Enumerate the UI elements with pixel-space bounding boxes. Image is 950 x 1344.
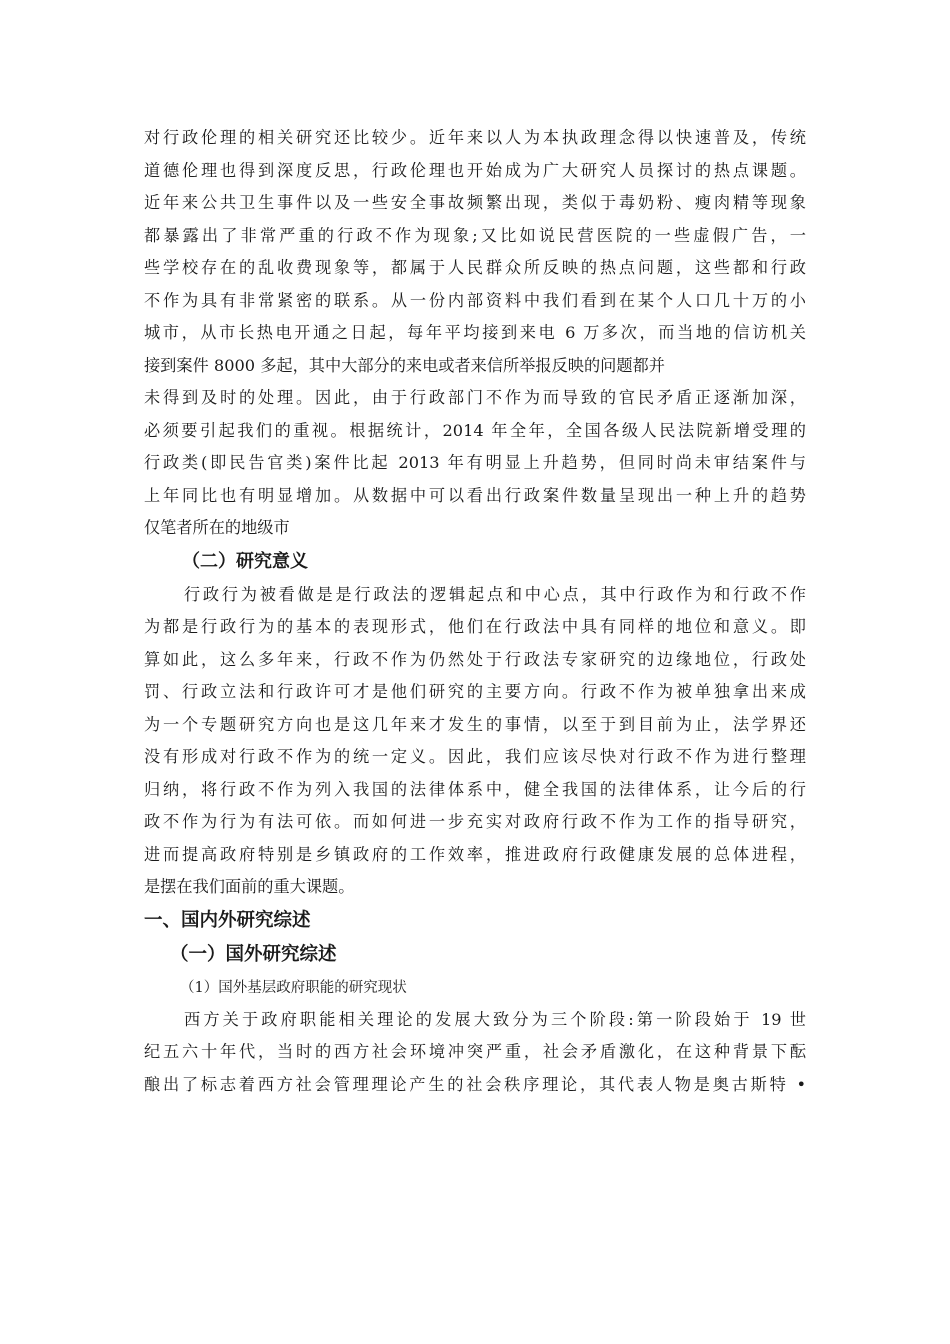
text-line: 算如此，这么多年来，行政不作为仍然处于行政法专家研究的边缘地位，行政处 [144,649,806,669]
text-line: 必须要引起我们的重视。根据统计，2014 年全年，全国各级人民法院新增受理的 [144,420,806,440]
text-line: 西方关于政府职能相关理论的发展大致分为三个阶段:第一阶段始于 19 世 [184,1009,806,1029]
paragraph-significance [144,579,806,904]
heading-foreign-subsection: （1）国外基层政府职能的研究现状 [180,979,407,996]
text-line: 城市，从市长热电开通之日起，每年平均接到来电 6 万多次，而当地的信访机关 [144,323,806,342]
text-line: 未得到及时的处理。因此，由于行政部门不作为而导致的官民矛盾正逐渐加深， [144,388,806,407]
text-line: 行政行为被看做是是行政法的逻辑起点和中心点，其中行政作为和行政不作 [184,584,806,604]
text-line: 酿出了标志着西方社会管理理论产生的社会秩序理论，其代表人物是奥古斯特 • [144,1074,806,1094]
text-line: 些学校存在的乱收费现象等，都属于人民群众所反映的热点问题，这些都和行政 [144,258,806,277]
text-line: 道德伦理也得到深度反思，行政伦理也开始成为广大研究人员探讨的热点课题。 [144,160,806,180]
text-line: 罚、行政立法和行政许可才是他们研究的主要方向。行政不作为被单独拿出来成 [144,682,806,701]
text-line: 进而提高政府特别是乡镇政府的工作效率，推进政府行政健康发展的总体进程， [144,844,806,864]
text-line: 纪五六十年代，当时的西方社会环境冲突严重，社会矛盾激化，在这种背景下酝 [144,1042,806,1061]
document-page [144,122,806,1101]
text-line: 都暴露出了非常严重的行政不作为现象;又比如说民营医院的一些虚假广告，一 [144,225,806,245]
text-line: 政不作为行为有法可依。而如何进一步充实对政府行政不作为工作的指导研究， [144,812,806,831]
paragraph-background [144,122,806,545]
text-line: 不作为具有非常紧密的联系。从一份内部资料中我们看到在某个人口几十万的小 [144,290,806,310]
heading-foreign-review: （一）国外研究综述 [170,943,337,965]
heading-research-significance: （二）研究意义 [182,550,308,572]
text-line: 近年来公共卫生事件以及一些安全事故频繁出现，类似于毒奶粉、瘦肉精等现象 [144,193,806,212]
text-line: 对行政伦理的相关研究还比较少。近年来以人为本执政理念得以快速普及，传统 [144,128,806,147]
text-line: 上年同比也有明显增加。从数据中可以看出行政案件数量呈现出一种上升的趋势 [144,485,806,505]
text-line: 行政类(即民告官类)案件比起 2013 年有明显上升趋势，但同时尚未审结案件与 [144,453,806,472]
text-line: 接到案件 8000 多起，其中大部分的来电或者来信所举报反映的问题都并 [144,355,665,375]
text-line: 归纳，将行政不作为列入我国的法律体系中，健全我国的法律体系，让今后的行 [144,779,806,799]
text-line: 为一个专题研究方向也是这几年来才发生的事情，以至于到目前为止，法学界还 [144,714,806,734]
text-line: 是摆在我们面前的重大课题。 [144,877,355,896]
paragraph-foreign-theory [144,1004,806,1102]
heading-literature-review: 一、国内外研究综述 [144,909,311,931]
text-line: 为都是行政行为的基本的表现形式，他们在行政法中具有同样的地位和意义。即 [144,617,806,636]
text-line: 没有形成对行政不作为的统一定义。因此，我们应该尽快对行政不作为进行整理 [144,747,806,766]
text-line: 仅笔者所在的地级市 [144,518,290,537]
